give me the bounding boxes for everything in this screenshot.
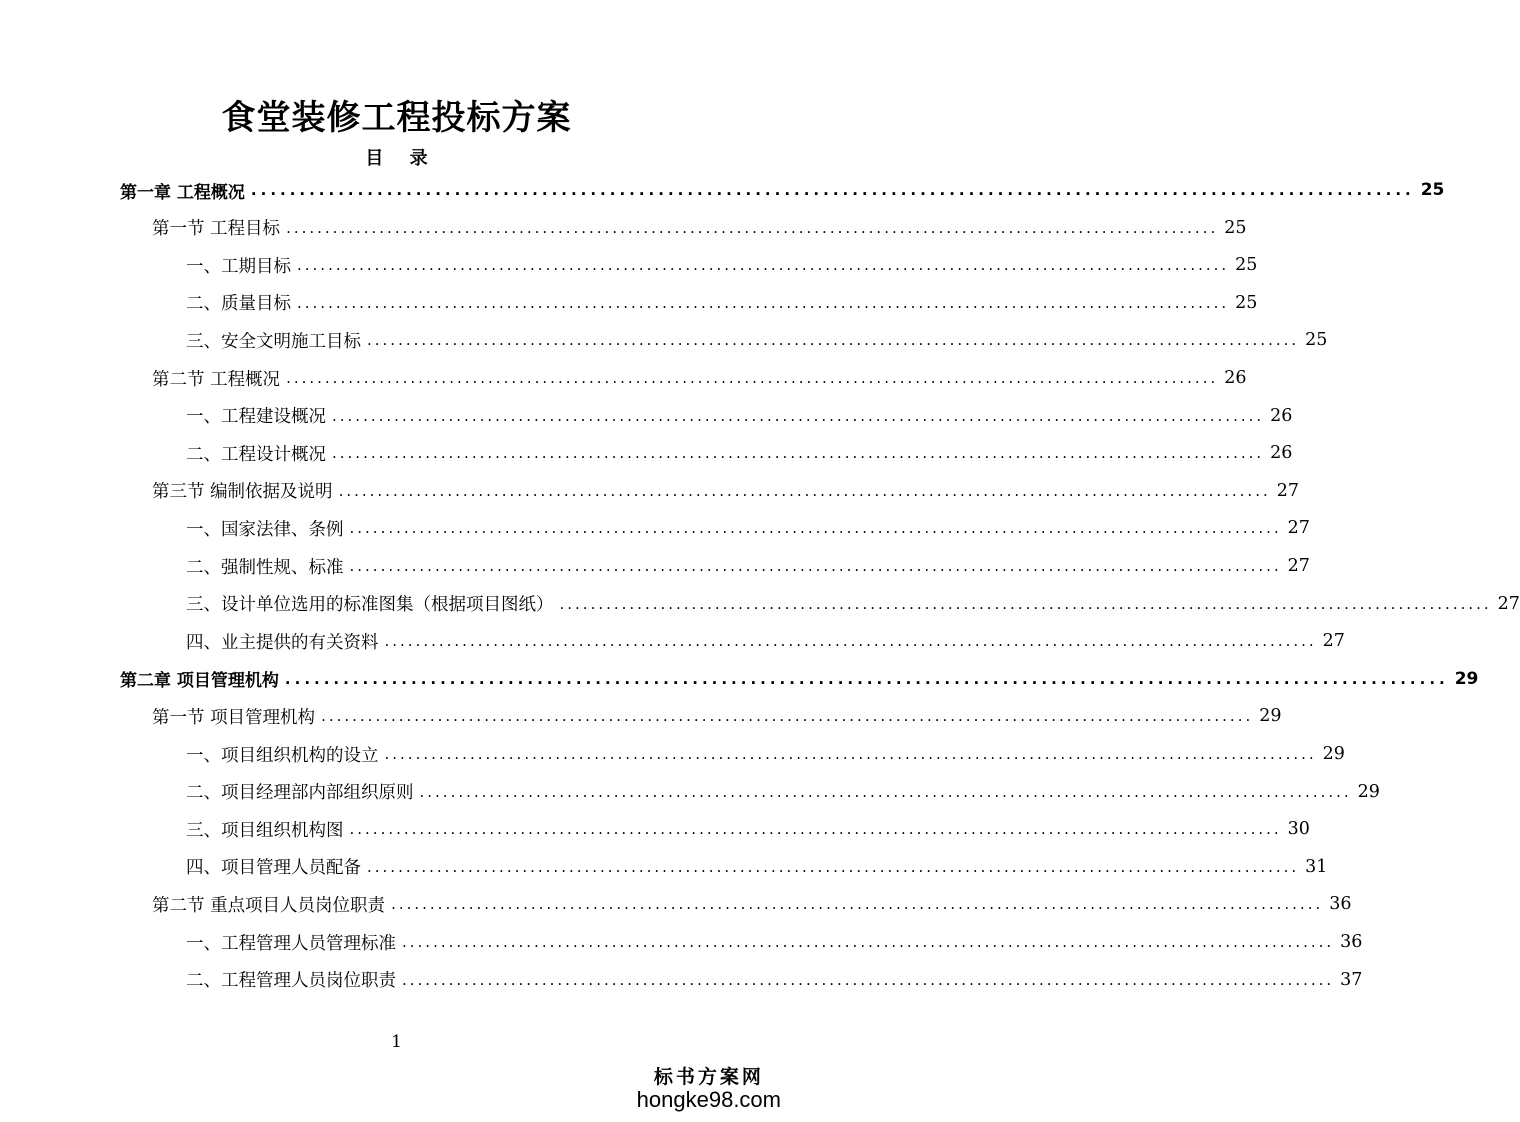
toc-entry-page: 26 [1270, 443, 1293, 464]
toc-dot-leader: ........................................................................................................................ [384, 745, 1317, 763]
toc-dot-leader: ........................................................................................................................ [559, 594, 1492, 613]
toc-entry [186, 513, 1310, 543]
toc-dot-leader: ........................................................................................................................ [391, 895, 1324, 914]
toc-dot-leader: ........................................................................................................................ [338, 481, 1271, 500]
toc-dot-leader: ........................................................................................................................ [297, 293, 1230, 312]
toc-entry [152, 701, 1282, 731]
toc-dot-leader: ........................................................................................................................ [250, 181, 1415, 199]
toc-entry [186, 589, 1520, 619]
toc-entry [152, 889, 1352, 919]
toc-entry-page: 36 [1340, 932, 1363, 952]
toc-dot-leader: ........................................................................................................................ [284, 669, 1449, 688]
toc-dot-leader: ........................................................................................................................ [349, 519, 1282, 538]
toc-entry [152, 213, 1247, 243]
page-number: 1 [391, 1032, 402, 1052]
toc-entry-label: 第一章 工程概况 [120, 182, 245, 203]
toc-entry-page: 36 [1329, 894, 1352, 915]
toc-entry-page: 25 [1224, 217, 1247, 238]
toc-dot-leader: ........................................................................................................................ [349, 820, 1282, 839]
watermark-url: hongke98.com [636, 1086, 781, 1112]
toc-entry-label: 一、工程建设概况 [186, 407, 326, 428]
toc-entry-page: 29 [1454, 668, 1479, 689]
toc-entry-page: 27 [1276, 480, 1300, 501]
toc-entry-page: 27 [1287, 518, 1310, 539]
toc-dot-leader: ........................................................................................................................ [367, 857, 1300, 876]
toc-entry [186, 852, 1328, 882]
toc-entry-label: 一、项目组织机构的设立 [186, 745, 379, 766]
toc-entry [186, 288, 1258, 318]
toc-entry [186, 551, 1310, 581]
toc-entry [186, 777, 1380, 807]
toc-entry [186, 250, 1258, 280]
toc-entry-label: 四、项目管理人员配备 [186, 858, 361, 879]
toc-entry-label: 一、工程管理人员管理标准 [186, 933, 396, 954]
toc-entry-label: 四、业主提供的有关资料 [186, 632, 379, 653]
toc-dot-leader: ........................................................................................................................ [332, 406, 1265, 425]
toc-entry-page: 26 [1224, 368, 1247, 388]
toc-entry [186, 438, 1293, 468]
toc-entry-page: 25 [1235, 255, 1258, 276]
toc-dot-leader: ........................................................................................................................ [384, 632, 1317, 651]
toc-dot-leader: ........................................................................................................................ [419, 782, 1352, 801]
toc-entry-label: 第一节 项目管理机构 [152, 707, 316, 728]
toc-entry-label: 第三节 编制依据及说明 [152, 482, 333, 503]
toc-entry-label: 二、工程管理人员岗位职责 [186, 971, 396, 992]
toc-dot-leader: ........................................................................................................................ [402, 933, 1335, 951]
toc-dot-leader: ........................................................................................................................ [349, 557, 1282, 575]
toc-entry-page: 30 [1287, 819, 1310, 840]
toc-dot-leader: ........................................................................................................................ [321, 707, 1254, 726]
toc-entry-label: 二、项目经理部内部组织原则 [186, 783, 414, 804]
toc-entry-label: 第一节 工程目标 [152, 219, 281, 240]
toc-entry [152, 476, 1300, 506]
toc-entry [186, 965, 1363, 995]
toc-entry [152, 363, 1247, 393]
toc-entry-page: 25 [1420, 180, 1445, 200]
toc-heading: 目 录 [365, 148, 438, 169]
watermark-site-name: 标书方案网 [653, 1065, 764, 1088]
toc-entry-label: 第二节 工程概况 [152, 369, 281, 390]
toc-dot-leader: ........................................................................................................................ [367, 331, 1300, 350]
toc-entry-page: 37 [1340, 969, 1363, 990]
toc-entry-label: 三、项目组织机构图 [186, 820, 344, 841]
document-title: 食堂装修工程投标方案 [221, 98, 572, 138]
toc-dot-leader: ........................................................................................................................ [286, 218, 1219, 237]
toc-entry [120, 175, 1445, 205]
toc-entry-page: 25 [1235, 292, 1258, 313]
toc-entry [120, 664, 1479, 694]
watermark [637, 1067, 781, 1112]
toc-dot-leader: ........................................................................................................................ [297, 256, 1230, 275]
toc-entry [186, 927, 1363, 957]
toc-dot-leader: ........................................................................................................................ [286, 369, 1219, 387]
toc-entry-label: 三、安全文明施工目标 [186, 331, 361, 352]
toc-entry-label: 二、质量目标 [186, 294, 291, 315]
toc-entry-page: 31 [1305, 856, 1328, 877]
toc-dot-leader: ........................................................................................................................ [402, 970, 1335, 989]
toc-entry-page: 26 [1270, 405, 1293, 426]
toc-entry-page: 29 [1259, 706, 1282, 727]
toc-entry-label: 二、工程设计概况 [186, 444, 326, 465]
toc-entry-page: 29 [1322, 744, 1345, 764]
toc-entry [186, 325, 1328, 355]
toc-entry-label: 一、工期目标 [186, 256, 291, 277]
toc-entry-label: 一、国家法律、条例 [186, 519, 344, 540]
toc-entry-page: 27 [1497, 593, 1520, 614]
toc-entry-label: 三、设计单位选用的标准图集（根据项目图纸） [186, 595, 554, 616]
toc-entry-label: 第二章 项目管理机构 [120, 671, 279, 692]
toc-entry-page: 29 [1357, 781, 1380, 802]
toc-entry-label: 第二节 重点项目人员岗位职责 [152, 895, 386, 916]
toc-entry-page: 27 [1322, 631, 1345, 652]
toc-entry [186, 626, 1345, 656]
toc-entry [186, 814, 1310, 844]
toc-entry-page: 25 [1305, 330, 1328, 351]
toc-entry-page: 27 [1287, 556, 1310, 576]
toc-entry-label: 二、强制性规、标准 [186, 557, 344, 578]
toc-entry [186, 739, 1345, 769]
toc-entry [186, 401, 1293, 431]
toc-dot-leader: ........................................................................................................................ [332, 444, 1265, 463]
